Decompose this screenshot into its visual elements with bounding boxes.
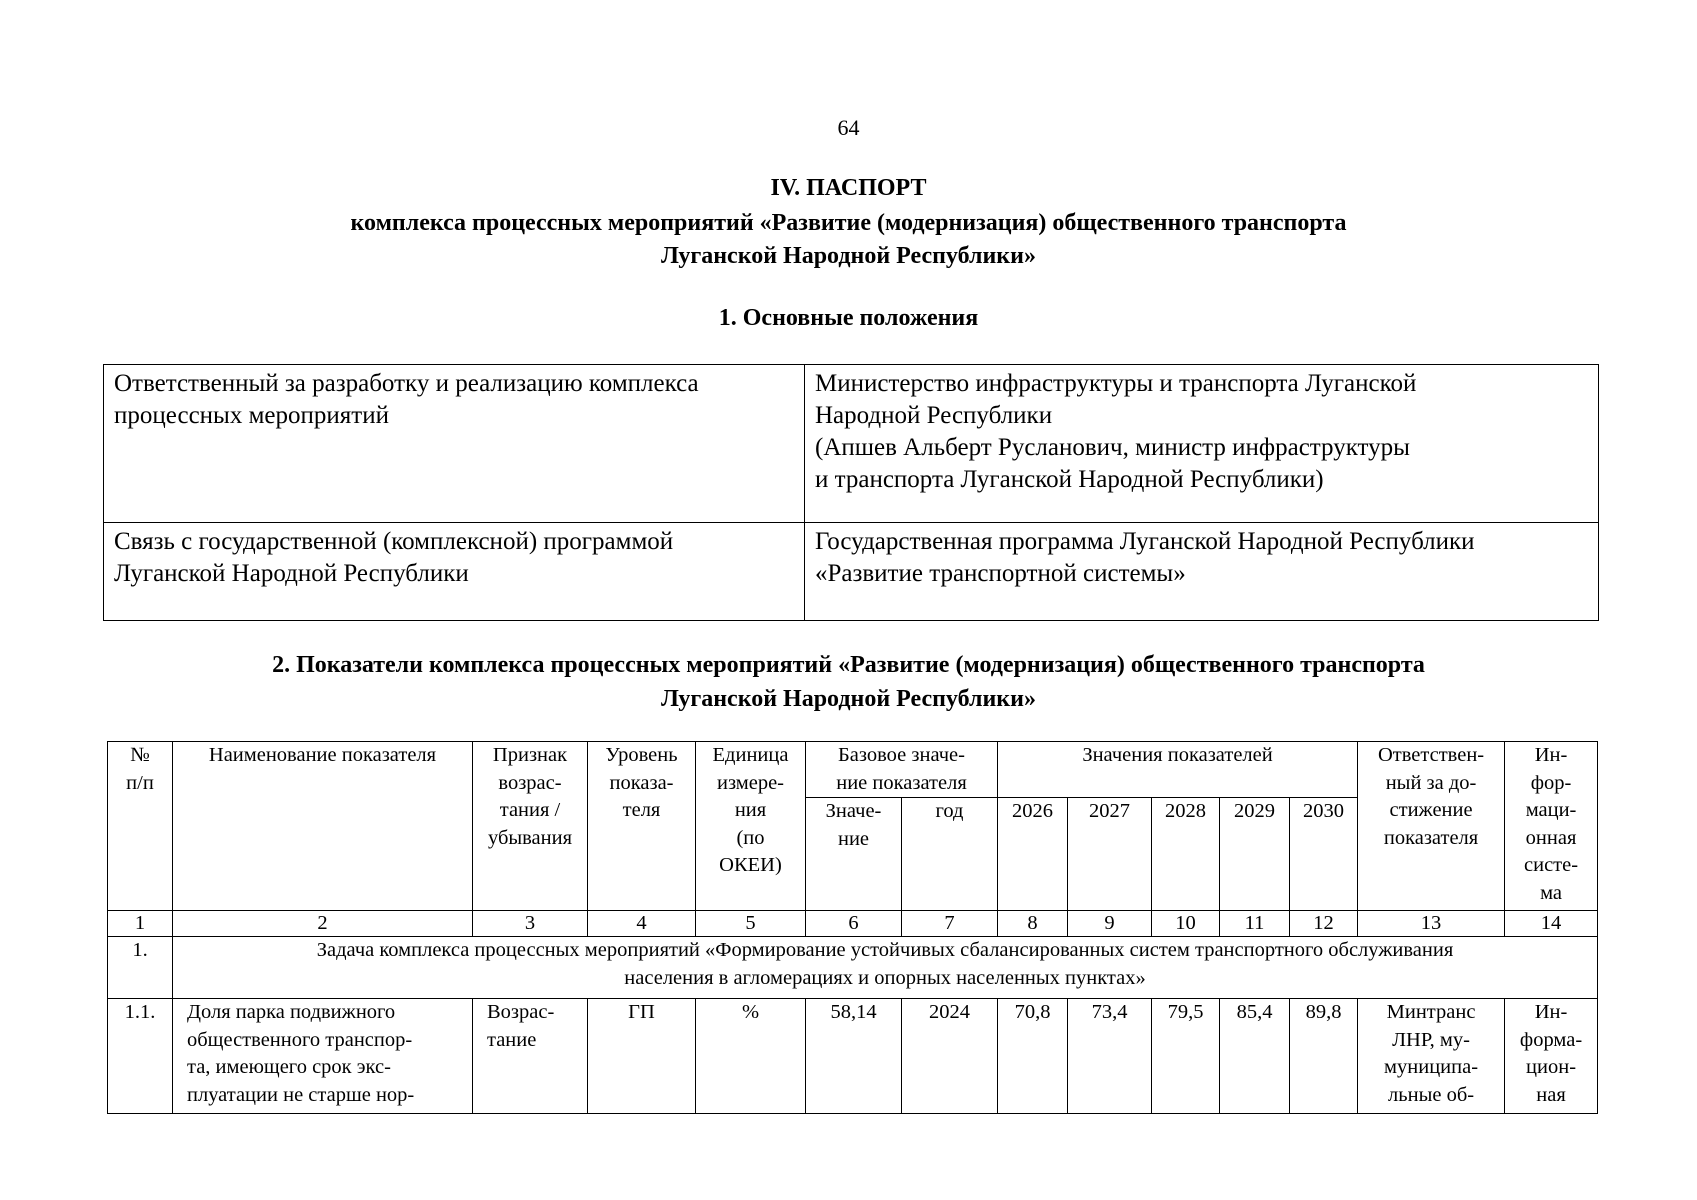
text-line: (по [736, 826, 765, 849]
task-row [108, 937, 1598, 999]
col-num: 4 [588, 911, 696, 937]
text-line: ние [837, 827, 870, 850]
text-line: «Развитие транспортной системы» [815, 560, 1186, 587]
col-num: 9 [1068, 911, 1152, 937]
text-line: Государственная программа Луганской Народной Республики [815, 528, 1475, 555]
text-line: ЛНР, му- [1392, 1028, 1470, 1051]
text-line: льные об- [1388, 1083, 1475, 1106]
text-line: цион- [1526, 1056, 1577, 1078]
text-line: возрас- [498, 771, 562, 794]
header-year: 2028 [1152, 798, 1220, 911]
task-text [173, 937, 1598, 999]
text-line: онная [1525, 826, 1577, 849]
passport-subtitle-line-1: комплекса процессных мероприятий «Развитие (модернизация) общественного транспорта [350, 210, 1347, 236]
section-2-heading-line-2: Луганской Народной Республики» [661, 686, 1036, 712]
row-value: 89,8 [1290, 999, 1358, 1114]
text-line: Значе- [825, 800, 882, 822]
row-base-year: 2024 [902, 999, 998, 1114]
header-base [806, 742, 998, 798]
col-num: 5 [696, 911, 806, 937]
row-value: 70,8 [998, 999, 1068, 1114]
text-line: Народной Республики [815, 402, 1053, 429]
text-line: Минтранс [1386, 1001, 1476, 1023]
col-num: 1 [108, 911, 173, 937]
text-line: та, имеющего срок экс- [187, 1056, 391, 1078]
header-info [1505, 742, 1598, 911]
text-line: и транспорта Луганской Народной Республики) [815, 466, 1324, 493]
text-line: Ответствен- [1377, 744, 1485, 766]
header-year: 2026 [998, 798, 1068, 911]
row-value: 79,5 [1152, 999, 1220, 1114]
program-link-value [805, 523, 1599, 621]
text-line: систе- [1524, 854, 1579, 876]
text-line: измере- [716, 771, 785, 794]
row-value: 73,4 [1068, 999, 1152, 1114]
text-line: ма [1540, 881, 1563, 904]
text-line: № [130, 744, 150, 766]
col-num: 12 [1290, 911, 1358, 937]
text-line: Министерство инфраструктуры и транспорта Луганской [815, 370, 1417, 397]
text-line: показа- [609, 771, 674, 794]
text-line: муниципа- [1384, 1056, 1479, 1078]
row-sign [473, 999, 588, 1114]
text-line: ние показателя [836, 771, 967, 794]
text-line: населения в агломерациях и опорных населенных пунктах» [624, 966, 1146, 989]
text-line: тание [487, 1028, 537, 1051]
text-line: ная [1536, 1083, 1566, 1106]
col-num: 7 [902, 911, 998, 937]
text-line: Значения показателей [1082, 744, 1273, 766]
text-line: процессных мероприятий [114, 402, 389, 429]
text-line: тания / [499, 799, 561, 821]
passport-subtitle-line-2: Луганской Народной Республики» [661, 243, 1036, 269]
row-num: 1.1. [108, 999, 173, 1114]
text-line: Наименование показателя [208, 744, 437, 766]
col-num: 13 [1358, 911, 1505, 937]
row-unit: % [696, 999, 806, 1114]
program-link-label [104, 523, 805, 621]
text-line: Единица [712, 744, 789, 766]
header-level [588, 742, 696, 911]
text-line: п/п [126, 771, 154, 794]
row-base-value: 58,14 [806, 999, 902, 1114]
task-num: 1. [108, 937, 173, 999]
row-name [173, 999, 473, 1114]
text-line: Ответственный за разработку и реализацию комплекса [114, 370, 699, 397]
text-line: Признак [492, 744, 568, 766]
col-num: 14 [1505, 911, 1598, 937]
row-info [1505, 999, 1598, 1114]
responsible-value [805, 365, 1599, 523]
table-row [104, 523, 1599, 621]
indicators-table [107, 741, 1598, 1114]
table-row [104, 365, 1599, 523]
section-1-heading: 1. Основные положения [718, 305, 979, 331]
header-num [108, 742, 173, 911]
text-line: теля [622, 799, 661, 821]
header-name [173, 742, 473, 911]
col-num: 11 [1220, 911, 1290, 937]
col-num: 10 [1152, 911, 1220, 937]
section-2-heading-line-1: 2. Показатели комплекса процессных мероприятий «Развитие (модернизация) общественного транспорта [272, 652, 1425, 678]
row-level: ГП [588, 999, 696, 1114]
row-value: 85,4 [1220, 999, 1290, 1114]
passport-title: IV. ПАСПОРТ [770, 175, 927, 201]
header-year: 2027 [1068, 798, 1152, 911]
text-line: ния [734, 799, 767, 821]
header-base-value [806, 798, 902, 911]
text-line: фор- [1530, 771, 1572, 794]
text-line: плуатации не старше нор- [187, 1083, 415, 1106]
text-line: стижение [1389, 799, 1473, 821]
text-line: Луганской Народной Республики [114, 560, 469, 587]
row-responsible [1358, 999, 1505, 1114]
header-row [108, 742, 1598, 798]
text-line: Доля парка подвижного [187, 1001, 396, 1023]
text-line: Ин- [1534, 744, 1568, 766]
text-line: (Апшев Альберт Русланович, министр инфраструктуры [815, 434, 1410, 461]
col-num: 3 [473, 911, 588, 937]
text-line: форма- [1519, 1028, 1583, 1051]
basic-provisions-table [103, 364, 1599, 621]
header-unit [696, 742, 806, 911]
header-year: 2030 [1290, 798, 1358, 911]
responsible-label [104, 365, 805, 523]
column-number-row [108, 911, 1598, 937]
header-sign [473, 742, 588, 911]
text-line: маци- [1525, 799, 1577, 821]
text-line: общественного транспор- [187, 1028, 413, 1051]
table-row [108, 999, 1598, 1114]
header-responsible [1358, 742, 1505, 911]
header-base-year: год [902, 798, 998, 911]
col-num: 2 [173, 911, 473, 937]
text-line: Базовое значе- [838, 744, 965, 766]
text-line: Ин- [1534, 1001, 1568, 1023]
text-line: Задача комплекса процессных мероприятий «Формирование устойчивых сбалансированных систем транспортного обслуживания [316, 939, 1454, 961]
text-line: показателя [1383, 826, 1479, 849]
header-values [998, 742, 1358, 798]
page-number: 64 [837, 115, 860, 140]
text-line: Возрас- [487, 1001, 555, 1023]
header-year: 2029 [1220, 798, 1290, 911]
col-num: 6 [806, 911, 902, 937]
text-line: убывания [487, 826, 573, 849]
text-line: Уровень [605, 744, 678, 766]
text-line: Связь с государственной (комплексной) программой [114, 528, 674, 555]
col-num: 8 [998, 911, 1068, 937]
text-line: ОКЕИ) [719, 854, 782, 876]
text-line: ный за до- [1385, 771, 1477, 794]
